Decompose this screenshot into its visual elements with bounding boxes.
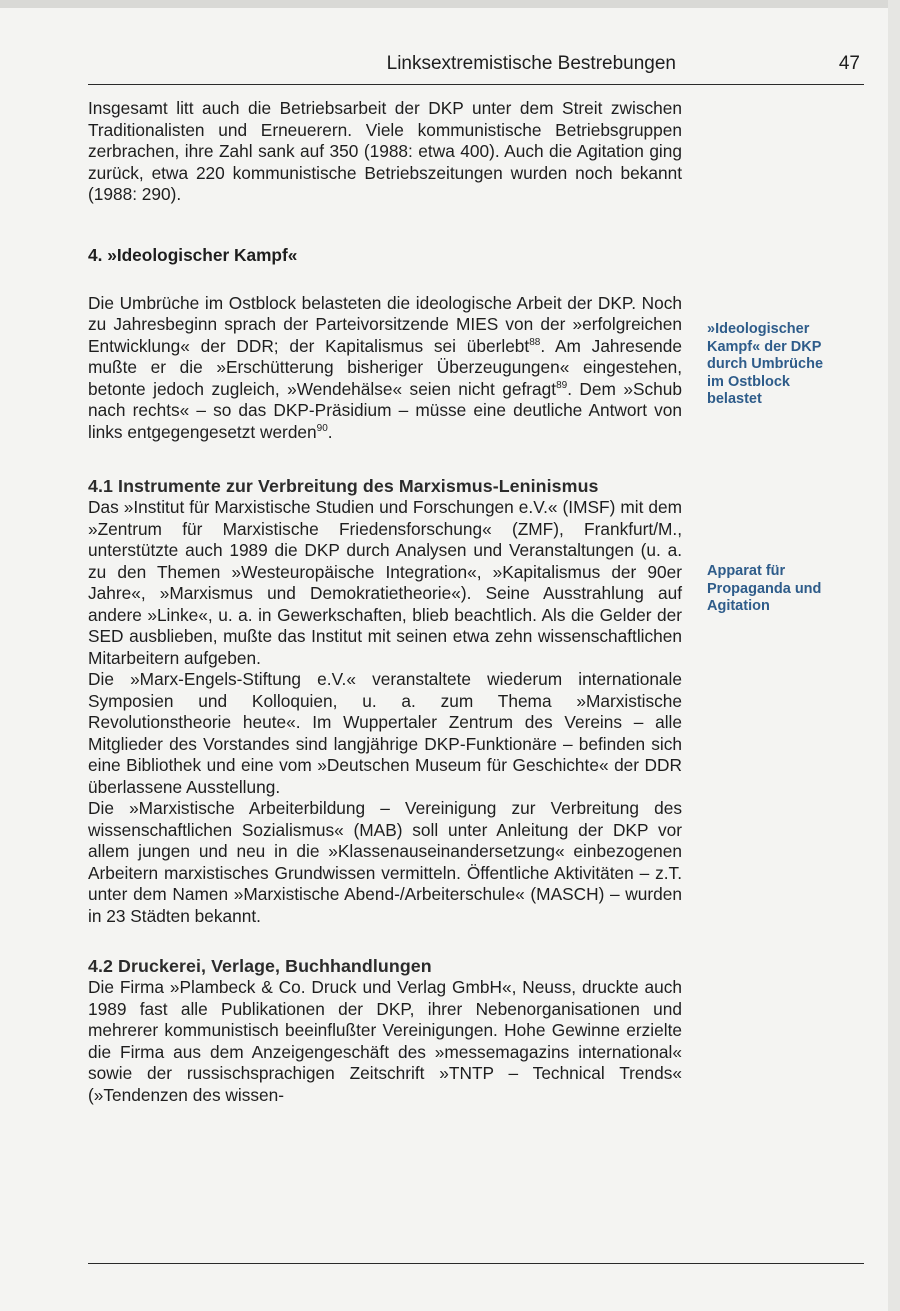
main-text-column <box>88 98 682 1106</box>
page-number: 47 <box>838 53 860 74</box>
bottom-rule <box>88 1263 864 1264</box>
section-heading-4: 4. »Ideologischer Kampf« <box>88 244 298 265</box>
margin-note-propaganda-apparatus: Apparat für Propaganda und Agitation <box>707 563 822 614</box>
paragraph-mab: Die »Marxistische Arbeiterbildung – Vereinigung zur Verbreitung des wissenschaftlichen Sozialismus« (MAB) soll unter Anleitung der DKP vor allem jungen und neu in die »Klassenauseinandersetzung« einbezogenen Arbeitern marxistisches Grundwissen vermitteln. Öffentliche Aktivitäten – z.T. unter dem Namen »Marxistische Abend-/Arbeiterschule« (MASCH) – wurden in 23 Städten bekannt. <box>88 798 682 926</box>
section-heading-4-2: 4.2 Druckerei, Verlage, Buchhandlungen <box>88 956 432 976</box>
running-header-title: Linksextremistische Bestrebungen <box>386 53 676 74</box>
text-run: Die Umbrüche im Ostblock belasteten die ideologische Arbeit der DKP. Noch zu Jahresbeginn sprach der Parteivorsitzende MIES von der »erfolgreichen Entwicklung« der DDR; der Kapitalismus sei überlebt <box>88 292 682 356</box>
paragraph-plambeck: Die Firma »Plambeck & Co. Druck und Verlag GmbH«, Neuss, druckte auch 1989 fast alle Publikationen der DKP, ihrer Nebenorganisationen und mehrerer kommunistisch beeinflußter Vereinigungen. Hohe Gewinne erzielte die Firma aus dem Anzeigengeschäft des »messemagazins international« sowie der russischsprachigen Zeitschrift »TNTP – Technical Trends« (»Tendenzen des wissen- <box>88 977 682 1105</box>
scan-right-edge <box>888 0 900 1311</box>
text-run: . Dem »Schub nach rechts« – so das DKP-Präsidium – müsse eine deutliche Antwort von links entgegengesetzt werden <box>88 378 682 442</box>
footnote-ref-90: 90 <box>316 422 328 434</box>
section-heading-4-1: 4.1 Instrumente zur Verbreitung des Marxismus-Leninismus <box>88 476 599 496</box>
footnote-ref-88: 88 <box>529 336 541 348</box>
text-run: . Am Jahresende mußte er die »Erschütterung bisheriger Überzeugungen« eingestehen, betonte jedoch zugleich, »Wendehälse« seien nicht gefragt <box>88 335 682 399</box>
text-run: . <box>327 421 333 442</box>
paragraph-intro: Insgesamt litt auch die Betriebsarbeit der DKP unter dem Streit zwischen Traditionalisten und Erneuerern. Viele kommunistische Betriebsgruppen zerbrachen, ihre Zahl sank auf 350 (1988: etwa 400). Auch die Agitation ging zurück, etwa 220 kommunistische Betriebszeitungen wurden noch bekannt (1988: 290). <box>88 98 682 204</box>
paragraph-marx-engels-stiftung: Die »Marx-Engels-Stiftung e.V.« veranstaltete wiederum internationale Symposien und Kolloquien, u. a. zum Thema »Marxistische Revolutionstheorie heute«. Im Wuppertaler Zentrum des Vereins – alle Mitglieder des Vorstandes sind langjährige DKP-Funktionäre – befinden sich eine Bibliothek und eine vom »Deutschen Museum für Geschichte« der DDR überlassene Ausstellung. <box>88 669 682 797</box>
margin-note-ideological-struggle: »Ideologischer Kampf« der DKP durch Umbrüche im Ostblock belastet <box>707 321 824 407</box>
scan-top-edge <box>0 0 900 8</box>
paragraph-ideological-struggle <box>88 293 682 444</box>
running-header <box>88 50 864 85</box>
paragraph-imsf: Das »Institut für Marxistische Studien und Forschungen e.V.« (IMSF) mit dem »Zentrum für Marxistische Friedensforschung« (ZMF), Frankfurt/M., unterstützte auch 1989 die DKP durch Analysen und Veranstaltungen (u. a. zu den Themen »Westeuropäische Integration«, »Kapitalismus der 90er Jahre«, »Marxismus und Demokratietheorie«). Seine Ausstrahlung auf andere »Linke«, u. a. in Gewerkschaften, blieb beachtlich. Als die Gelder der SED ausblieben, mußte das Institut mit seinen etwa zehn wissenschaftlichen Mitarbeitern aufgeben. <box>88 497 682 668</box>
footnote-ref-89: 89 <box>556 379 568 391</box>
